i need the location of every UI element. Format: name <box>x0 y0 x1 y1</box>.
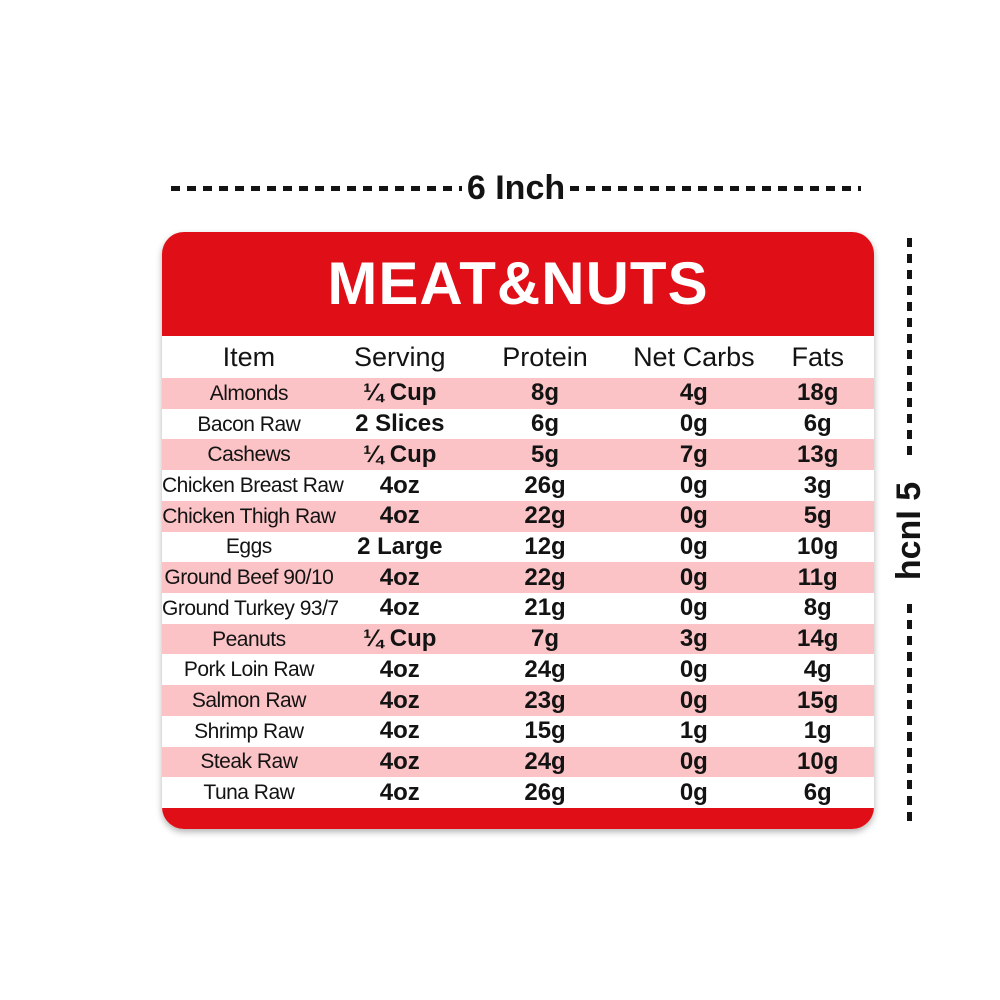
net-carbs-cell: 0g <box>679 747 708 775</box>
fats-cell: 1g <box>803 717 832 745</box>
net-carbs-cell: 0g <box>679 655 708 683</box>
serving-cell: 4oz <box>379 594 420 622</box>
column-header-protein: Protein <box>502 341 588 372</box>
serving-cell: 4oz <box>379 471 420 499</box>
item-cell: Almonds <box>209 381 288 405</box>
serving-cell: ¼ Cup <box>363 440 437 468</box>
serving-cell: 4oz <box>379 686 420 714</box>
height-ruler-dashes-top <box>907 238 912 458</box>
fats-cell: 4g <box>803 655 832 683</box>
table-row <box>162 378 874 409</box>
card-footer-bar <box>162 808 874 829</box>
protein-cell: 15g <box>524 717 566 745</box>
item-cell: Salmon Raw <box>191 689 306 713</box>
item-cell: Chicken Breast Raw <box>162 474 344 498</box>
protein-cell: 23g <box>524 686 566 714</box>
table-row <box>162 562 874 593</box>
net-carbs-cell: 0g <box>679 532 708 560</box>
serving-cell: 4oz <box>379 778 420 806</box>
fats-cell: 3g <box>803 471 832 499</box>
fats-cell: 11g <box>797 563 838 591</box>
serving-cell: 4oz <box>379 563 420 591</box>
serving-cell: 2 Large <box>357 532 443 560</box>
serving-cell: 2 Slices <box>355 410 445 438</box>
column-header-serving: Serving <box>354 341 446 372</box>
table-row <box>162 654 874 685</box>
table-row <box>162 685 874 716</box>
protein-cell: 26g <box>524 778 566 806</box>
item-cell: Ground Beef 90/10 <box>164 566 334 590</box>
fats-cell: 10g <box>797 532 839 560</box>
height-ruler <box>886 238 932 824</box>
protein-cell: 21g <box>524 594 566 622</box>
item-cell: Tuna Raw <box>203 781 295 805</box>
protein-cell: 22g <box>524 502 566 530</box>
table-row <box>162 593 874 624</box>
protein-cell: 26g <box>524 471 566 499</box>
width-ruler <box>171 166 861 210</box>
fats-cell: 5g <box>803 502 832 530</box>
table-header-row <box>162 336 874 378</box>
width-ruler-dashes-left <box>171 186 462 191</box>
height-ruler-dashes-bottom <box>907 604 912 824</box>
table-row <box>162 747 874 778</box>
fats-cell: 15g <box>797 686 839 714</box>
serving-cell: ¼ Cup <box>363 625 437 653</box>
protein-cell: 12g <box>524 532 566 560</box>
net-carbs-cell: 0g <box>679 410 708 438</box>
height-ruler-label <box>886 458 932 604</box>
protein-cell: 7g <box>531 625 560 653</box>
serving-cell: ¼ Cup <box>363 379 437 407</box>
table-row <box>162 777 874 808</box>
card-title: MEAT&NUTS <box>327 250 709 317</box>
serving-cell: 4oz <box>379 502 420 530</box>
column-header-net-carbs: Net Carbs <box>633 341 755 372</box>
width-ruler-dashes-right <box>570 186 861 191</box>
protein-cell: 24g <box>524 655 566 683</box>
protein-cell: 6g <box>531 410 560 438</box>
table-row <box>162 470 874 501</box>
fats-cell: 6g <box>803 410 832 438</box>
fats-cell: 13g <box>797 440 839 468</box>
item-cell: Peanuts <box>212 627 286 651</box>
net-carbs-cell: 0g <box>679 778 708 806</box>
fats-cell: 10g <box>797 747 839 775</box>
net-carbs-cell: 0g <box>679 686 708 714</box>
fats-cell: 18g <box>797 379 839 407</box>
table-row <box>162 716 874 747</box>
width-ruler-label: 6 Inch <box>466 169 566 207</box>
table-row <box>162 624 874 655</box>
protein-cell: 22g <box>524 563 566 591</box>
fats-cell: 8g <box>803 594 832 622</box>
net-carbs-cell: 0g <box>679 563 708 591</box>
net-carbs-cell: 0g <box>679 594 708 622</box>
net-carbs-cell: 7g <box>679 440 708 468</box>
serving-cell: 4oz <box>379 717 420 745</box>
protein-cell: 8g <box>531 379 560 407</box>
net-carbs-cell: 3g <box>679 625 708 653</box>
item-cell: Steak Raw <box>200 750 298 774</box>
table-body <box>162 378 874 808</box>
item-cell: Shrimp Raw <box>194 719 304 743</box>
column-header-item: Item <box>222 341 276 372</box>
height-ruler-label-text: hcnI 5 <box>890 481 928 581</box>
table-row <box>162 439 874 470</box>
table-row <box>162 532 874 563</box>
protein-cell: 5g <box>531 440 560 468</box>
item-cell: Chicken Thigh Raw <box>162 504 336 528</box>
net-carbs-cell: 1g <box>679 717 708 745</box>
fats-cell: 6g <box>803 778 832 806</box>
item-cell: Pork Loin Raw <box>183 658 314 682</box>
item-cell: Bacon Raw <box>197 412 301 436</box>
protein-cell: 24g <box>524 747 566 775</box>
table-row <box>162 501 874 532</box>
item-cell: Ground Turkey 93/7 <box>162 596 339 620</box>
card-header <box>162 232 874 336</box>
net-carbs-cell: 0g <box>679 502 708 530</box>
table-row <box>162 409 874 440</box>
item-cell: Eggs <box>225 535 272 559</box>
fats-cell: 14g <box>797 625 839 653</box>
nutrition-chart-card <box>162 232 874 829</box>
net-carbs-cell: 4g <box>679 379 708 407</box>
item-cell: Cashews <box>207 443 291 467</box>
serving-cell: 4oz <box>379 655 420 683</box>
serving-cell: 4oz <box>379 747 420 775</box>
net-carbs-cell: 0g <box>679 471 708 499</box>
column-header-fats: Fats <box>791 341 844 372</box>
